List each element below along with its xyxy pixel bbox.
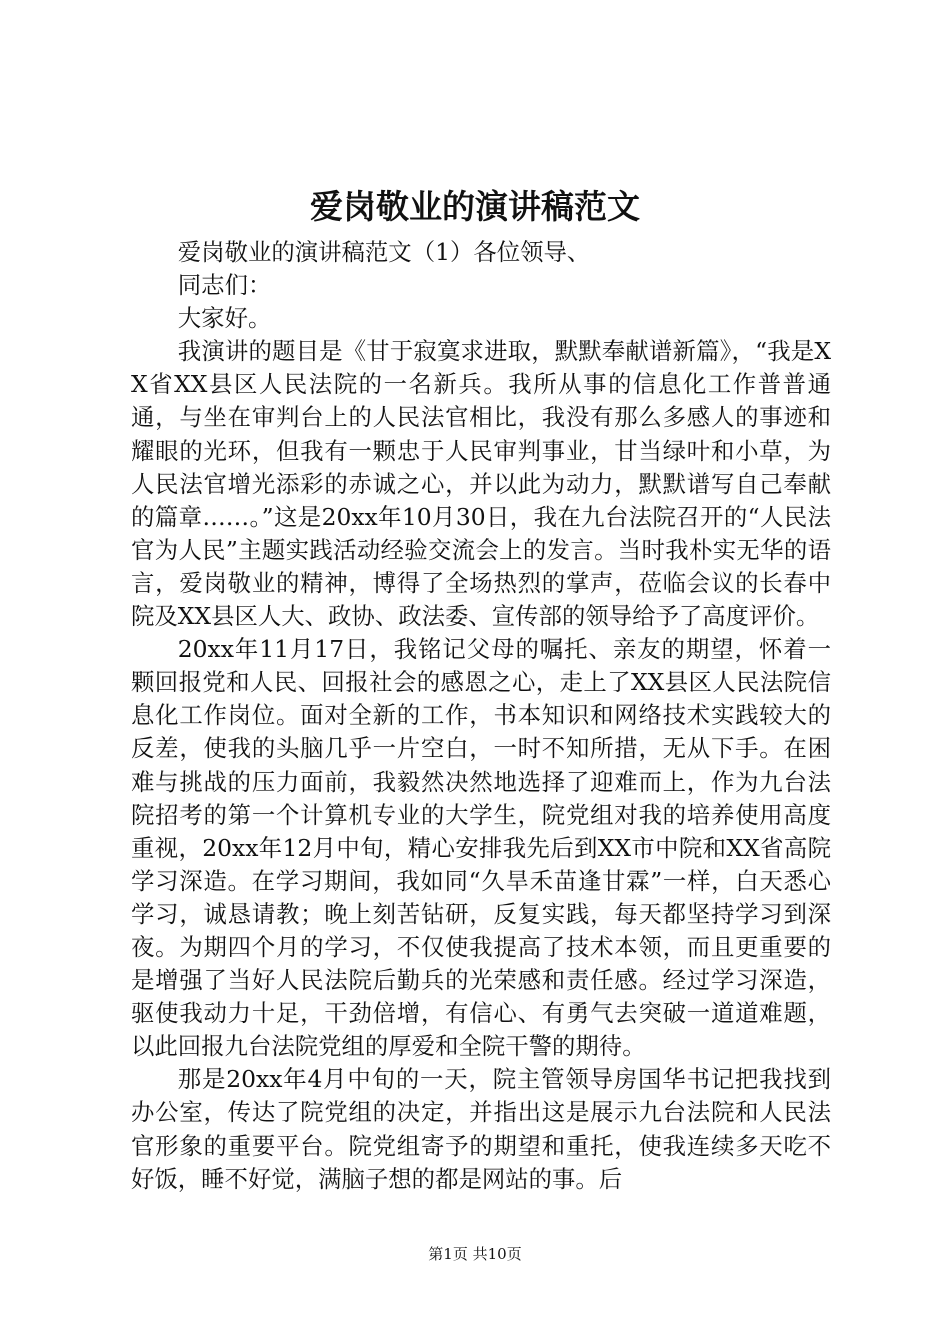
paragraph-speech-topic: 我演讲的题目是《甘于寂寞求进取，默默奉献谱新篇》，“我是XX省XX县区人民法院的一名新兵。我所从事的信息化工作普普通通，与坐在审判台上的人民法官相比，我没有那么多感人的事迹和耀眼的光环，但我有一颗忠于人民审判事业，甘当绿叶和小草，为人民法官增光添彩的赤诚之心，并以此为动力，默默谱写自己奉献的篇章……。”这是20xx年10月30日，我在九台法院召开的“人民法官为人民”主题实践活动经验交流会上的发言。当时我朴实无华的语言，爱岗敬业的精神，博得了全场热烈的掌声，莅临会议的长春中院及XX县区人大、政协、政法委、宣传部的领导给予了高度评价。: [131, 337, 831, 631]
page-number-footer: 第1页 共10页: [428, 1245, 522, 1263]
document-title: 爱岗敬业的演讲稿范文: [310, 187, 640, 226]
paragraph-website-task: 那是20xx年4月中旬的一天，院主管领导房国华书记把我找到办公室，传达了院党组的决定，并指出这是展示九台法院和人民法官形象的重要平台。院党组寄予的期望和重托，使我连续多天吃不好饭，睡不好觉，满脑子想的都是网站的事。后: [131, 1065, 831, 1193]
paragraph-greeting-3: 大家好。: [177, 304, 272, 333]
document-body: [131, 236, 831, 1196]
paragraph-greeting-1: 爱岗敬业的演讲稿范文（1）各位领导、: [177, 238, 591, 266]
paragraph-job-start: 20xx年11月17日，我铭记父母的嘱托、亲友的期望，怀着一颗回报党和人民、回报社会的感恩之心，走上了XX县区人民法院信息化工作岗位。面对全新的工作，书本知识和网络技术实践较大的反差，使我的头脑几乎一片空白，一时不知所措，无从下手。在困难与挑战的压力面前，我毅然决然地选择了迎难而上，作为九台法院招考的第一个计算机专业的大学生，院党组对我的培养使用高度重视，20xx年12月中旬，精心安排我先后到XX市中院和XX省高院学习深造。在学习期间，我如同“久旱禾苗逢甘霖”一样，白天悉心学习，诚恳请教；晚上刻苦钻研，反复实践，每天都坚持学习到深夜。为期四个月的学习，不仅使我提高了技术本领，而且更重要的是增强了当好人民法院后勤兵的光荣感和责任感。经过学习深造，驱使我动力十足，干劲倍增，有信心、有勇气去突破一道道难题，以此回报九台法院党组的厚爱和全院干警的期待。: [131, 635, 831, 1061]
paragraph-greeting-2: 同志们：: [177, 271, 272, 300]
